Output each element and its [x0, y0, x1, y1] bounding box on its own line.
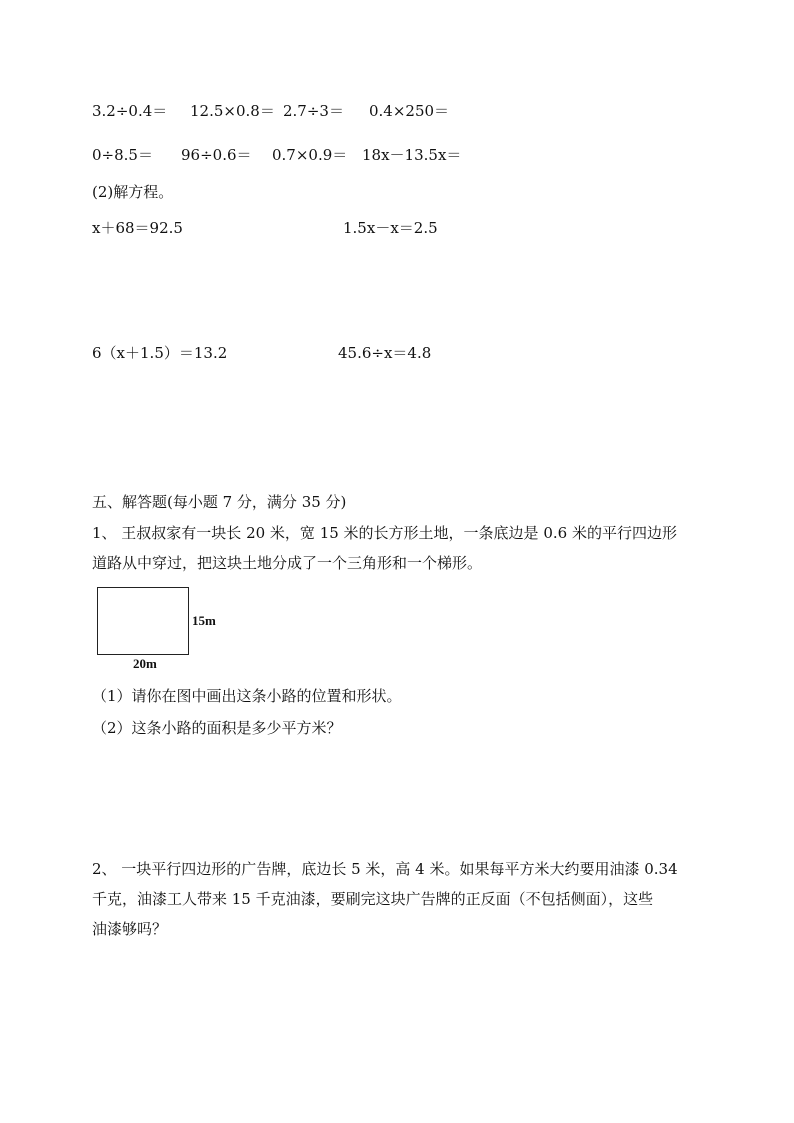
figure-height-label: 15m — [192, 613, 216, 628]
section-title: 五、解答题(每小题 7 分，满分 35 分) — [92, 493, 347, 511]
question1-sub1: （1）请你在图中画出这条小路的位置和形状。 — [92, 687, 402, 705]
calc-row1-item3: 2.7÷3＝ — [283, 102, 344, 120]
calc-row1-item2: 12.5×0.8＝ — [190, 102, 275, 120]
calc-row2-item1: 0÷8.5＝ — [92, 146, 153, 164]
equation-3: 6（x＋1.5）＝13.2 — [92, 344, 228, 362]
calc-row2-item4: 18x－13.5x＝ — [362, 146, 462, 164]
equation-2: 1.5x－x＝2.5 — [343, 219, 438, 237]
calc-row2-item3: 0.7×0.9＝ — [272, 146, 348, 164]
question1-line2: 道路从中穿过，把这块土地分成了一个三角形和一个梯形。 — [92, 554, 483, 572]
question2-line3: 油漆够吗？ — [92, 920, 168, 938]
question1-line1: 1、 王叔叔家有一块长 20 米，宽 15 米的长方形土地，一条底边是 0.6 米的平行四边形 — [92, 524, 677, 542]
equations-heading: (2)解方程。 — [92, 183, 174, 201]
question1-sub2: （2）这条小路的面积是多少平方米？ — [92, 719, 342, 737]
figure-width-label: 20m — [133, 656, 157, 671]
equation-4: 45.6÷x＝4.8 — [338, 344, 432, 362]
calc-row1-item1: 3.2÷0.4＝ — [92, 102, 168, 120]
land-rectangle-figure — [97, 587, 189, 655]
calc-row1-item4: 0.4×250＝ — [369, 102, 450, 120]
equation-1: x＋68＝92.5 — [92, 219, 183, 237]
question2-line2: 千克，油漆工人带来 15 千克油漆，要刷完这块广告牌的正反面（不包括侧面），这些 — [92, 890, 654, 908]
calc-row2-item2: 96÷0.6＝ — [181, 146, 252, 164]
question2-line1: 2、 一块平行四边形的广告牌，底边长 5 米，高 4 米。如果每平方米大约要用油漆 0.34 — [92, 860, 678, 878]
